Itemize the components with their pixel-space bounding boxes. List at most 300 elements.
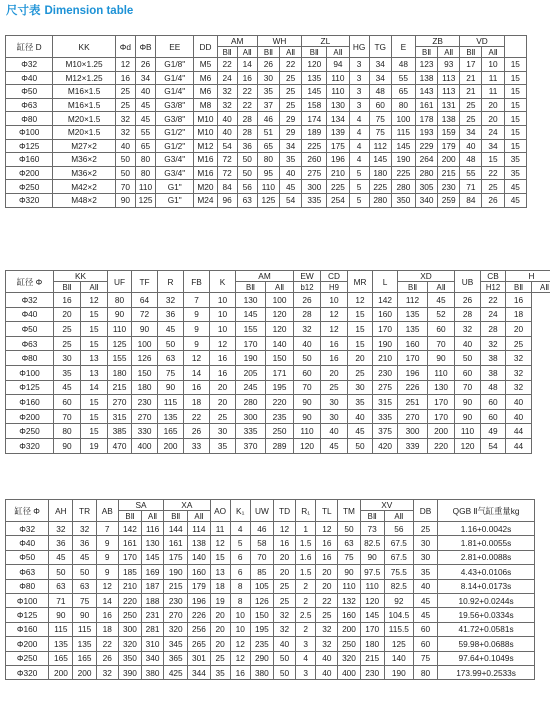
table-cell: 75 <box>158 365 184 380</box>
table-cell: 90 <box>54 438 81 453</box>
table-cell: 34 <box>135 71 155 85</box>
table-cell: 110 <box>428 365 455 380</box>
header-k: K <box>210 271 236 293</box>
table-cell: M48×2 <box>53 193 115 207</box>
table-cell: 110 <box>294 424 321 439</box>
table-cell: 73 <box>360 522 384 536</box>
table-cell: 67.5 <box>384 536 413 550</box>
table-cell: 37 <box>257 98 279 112</box>
table-cell: 32 <box>273 622 295 636</box>
table-cell: 40 <box>280 166 302 180</box>
header-bore: 缸径 Φ <box>6 500 49 522</box>
table-cell: 12 <box>230 651 250 665</box>
table-cell: 50 <box>237 166 257 180</box>
table-cell: 60 <box>413 637 437 651</box>
table-cell: 115 <box>73 622 96 636</box>
table-cell: 235 <box>266 409 294 424</box>
table-row <box>6 98 527 112</box>
table-cell: G1/8" <box>156 58 194 72</box>
table-cell: 65 <box>391 85 415 99</box>
table-cell: G1/4" <box>156 71 194 85</box>
table-cell: M24 <box>194 193 217 207</box>
subheader-cell: b12 <box>294 282 321 293</box>
table-cell: 3 <box>349 98 369 112</box>
table-cell: 60 <box>481 395 506 410</box>
table-cell: 145 <box>391 139 415 153</box>
table-cell: M16 <box>194 166 217 180</box>
table-cell: 270 <box>164 608 188 622</box>
table-cell: 320 <box>118 637 141 651</box>
table-cell: 63 <box>237 193 257 207</box>
table-cell: M6 <box>194 85 217 99</box>
table-row <box>6 395 550 410</box>
table-cell: 75 <box>73 593 96 607</box>
header-tf: TF <box>132 271 158 293</box>
table-cell: 18 <box>210 579 230 593</box>
table-cell: 259 <box>438 193 460 207</box>
table-cell: 40 <box>348 409 373 424</box>
table-cell: 55 <box>135 125 155 139</box>
table-cell: 135 <box>302 71 327 85</box>
table-cell: 230 <box>164 593 188 607</box>
subheader-cell: AⅡ <box>237 47 257 58</box>
table-cell: 52 <box>428 307 455 322</box>
table-cell: M16×1.5 <box>53 98 115 112</box>
table-cell: 40 <box>460 139 482 153</box>
row-label: Φ50 <box>6 322 54 337</box>
table-cell: 20 <box>210 608 230 622</box>
table-cell: 75 <box>338 550 360 564</box>
table-cell: 34 <box>460 125 482 139</box>
table-cell: 64 <box>132 293 158 308</box>
table-cell: 120 <box>294 438 321 453</box>
table-cell: 84 <box>217 180 237 194</box>
row-label: Φ200 <box>6 637 49 651</box>
table-cell: 70 <box>250 550 273 564</box>
table-cell: 110 <box>455 424 481 439</box>
table-cell: 120 <box>360 593 384 607</box>
table-cell: M20 <box>194 180 217 194</box>
table-cell: G1/2" <box>156 139 194 153</box>
table-cell: 35 <box>54 365 81 380</box>
table-cell: 1.16+0.0042s <box>438 522 535 536</box>
table-cell: 10 <box>210 322 236 337</box>
table-row <box>6 637 535 651</box>
table-cell: 15 <box>348 322 373 337</box>
table-cell: 28 <box>455 307 481 322</box>
table-cell: 15 <box>210 550 230 564</box>
table-cell: 4 <box>296 651 316 665</box>
table-cell: 90 <box>49 608 73 622</box>
table-row <box>6 665 535 679</box>
table-cell: 30 <box>348 380 373 395</box>
table-cell: 190 <box>391 153 415 167</box>
table-cell: 280 <box>415 166 437 180</box>
table-cell: 80 <box>391 98 415 112</box>
table-cell: 40 <box>273 637 295 651</box>
table-cell: 25 <box>321 380 348 395</box>
header-xa: XA <box>164 500 210 511</box>
subheader-cell: BⅡ <box>302 47 327 58</box>
header-cd: CD <box>321 271 348 282</box>
table-cell: 125 <box>384 637 413 651</box>
table-cell: 12 <box>230 637 250 651</box>
table-cell: 94 <box>327 58 349 72</box>
table-cell: 63 <box>338 536 360 550</box>
table-cell: 226 <box>188 608 210 622</box>
table-cell: 30 <box>321 395 348 410</box>
table-cell: 19 <box>81 438 108 453</box>
table-cell: 90 <box>108 307 132 322</box>
table-cell: 28 <box>294 307 321 322</box>
table-cell: M6 <box>194 71 217 85</box>
header-blank <box>504 36 526 58</box>
table-cell: 90 <box>73 608 96 622</box>
table-cell: 339 <box>398 438 428 453</box>
table-cell: 22 <box>237 98 257 112</box>
table-cell: 16 <box>210 351 236 366</box>
table-cell: 200 <box>73 665 96 679</box>
table-body <box>6 293 550 454</box>
table-cell: 15 <box>504 85 526 99</box>
table-cell: 320 <box>338 651 360 665</box>
table-cell: 5 <box>349 166 369 180</box>
table-cell: 35 <box>413 565 437 579</box>
table-cell: 169 <box>141 565 163 579</box>
table-cell: 420 <box>373 438 398 453</box>
table-cell: 36 <box>158 307 184 322</box>
table-cell: 30 <box>54 351 81 366</box>
table-cell: 140 <box>188 550 210 564</box>
table-cell: 65 <box>257 139 279 153</box>
row-label: Φ63 <box>6 98 53 112</box>
table-cell: 225 <box>302 139 327 153</box>
table-cell: 54 <box>280 193 302 207</box>
table-cell: 2.81+0.0088s <box>438 550 535 564</box>
table-cell: 170 <box>373 322 398 337</box>
table-cell: 35 <box>210 665 230 679</box>
table-cell: 25 <box>210 651 230 665</box>
table-cell: 34 <box>280 139 302 153</box>
table-body <box>6 58 527 208</box>
table-cell: 215 <box>164 579 188 593</box>
table-cell: M12×1.25 <box>53 71 115 85</box>
table-cell: 70 <box>428 336 455 351</box>
subheader-cell: AⅡ <box>532 282 550 293</box>
table-cell: 26 <box>482 193 504 207</box>
table-cell: 160 <box>338 608 360 622</box>
table-cell: 8 <box>230 593 250 607</box>
table-cell: 60 <box>428 322 455 337</box>
table-cell: 35 <box>280 153 302 167</box>
table-cell: 230 <box>360 665 384 679</box>
table-cell: 80 <box>54 424 81 439</box>
header-h: H <box>506 271 550 282</box>
table-cell: 320 <box>164 622 188 636</box>
table-row <box>6 293 550 308</box>
header-uw: UW <box>250 500 273 522</box>
row-label: Φ80 <box>6 112 53 126</box>
table-cell: 90 <box>132 322 158 337</box>
subheader-cell: AⅡ <box>266 282 294 293</box>
table-cell: 26 <box>294 293 321 308</box>
table-cell: 340 <box>415 193 437 207</box>
table-cell: 18 <box>96 622 118 636</box>
table-cell: 15 <box>348 336 373 351</box>
table-cell: 5 <box>349 180 369 194</box>
table-row <box>6 565 535 579</box>
table-cell: 15 <box>81 395 108 410</box>
table-cell: 130 <box>327 98 349 112</box>
header-dd: DD <box>194 36 217 58</box>
table-cell: 220 <box>428 438 455 453</box>
table-cell: M12 <box>194 139 217 153</box>
table-cell: 5 <box>230 536 250 550</box>
table-cell: G1" <box>156 193 194 207</box>
table-cell: 18 <box>506 307 532 322</box>
table-cell: 171 <box>266 365 294 380</box>
table-cell: 90 <box>294 409 321 424</box>
table-cell: 160 <box>188 565 210 579</box>
table-cell: 40 <box>506 395 532 410</box>
header-d: Φd <box>115 36 135 58</box>
table-cell: 20 <box>316 565 338 579</box>
table-cell: 16 <box>316 536 338 550</box>
table-cell: 231 <box>141 608 163 622</box>
table-cell: 59.98+0.0688s <box>438 637 535 651</box>
table-cell: 40 <box>316 665 338 679</box>
table-cell: 256 <box>188 622 210 636</box>
table-cell: 126 <box>132 351 158 366</box>
subheader-cell: BⅡ <box>415 47 437 58</box>
table-cell: 15 <box>81 336 108 351</box>
table-cell: 113 <box>438 71 460 85</box>
table-cell: 100 <box>266 293 294 308</box>
table-cell: 115 <box>391 125 415 139</box>
table-cell: 310 <box>141 637 163 651</box>
table-row <box>6 153 527 167</box>
header-ee: EE <box>156 36 194 58</box>
table-cell: 245 <box>236 380 266 395</box>
table-cell: 200 <box>158 438 184 453</box>
table-cell: 350 <box>118 651 141 665</box>
table-cell: 143 <box>415 85 437 99</box>
table-cell: 45 <box>504 193 526 207</box>
table-cell: 12 <box>273 522 295 536</box>
table-cell: 25 <box>482 180 504 194</box>
table-cell: 17 <box>460 58 482 72</box>
table-cell: 15 <box>81 409 108 424</box>
table-cell: 75 <box>413 651 437 665</box>
table-cell: 390 <box>118 665 141 679</box>
subheader-cell: BⅡ <box>54 282 81 293</box>
table-cell: 48 <box>460 153 482 167</box>
table-cell: 16 <box>184 380 210 395</box>
table-cell: 26 <box>455 293 481 308</box>
table-cell: 300 <box>118 622 141 636</box>
table-cell: 70 <box>115 180 135 194</box>
table-cell: 116 <box>141 522 163 536</box>
page-title-cn: 尺寸表 <box>6 5 41 17</box>
table-cell: 32 <box>158 293 184 308</box>
table-cell: 32 <box>294 322 321 337</box>
subheader-cell: BⅡ <box>506 282 532 293</box>
row-label: Φ160 <box>6 395 54 410</box>
table-cell: 32 <box>96 665 118 679</box>
header-mr: MR <box>348 271 373 293</box>
table-cell: 161 <box>415 98 437 112</box>
table-cell: 220 <box>118 593 141 607</box>
table-cell: 130 <box>141 536 163 550</box>
table-cell: G1/2" <box>156 125 194 139</box>
header-tm: TM <box>338 500 360 522</box>
table-cell: 15 <box>81 424 108 439</box>
table-cell: 195 <box>266 380 294 395</box>
subheader-cell: AⅡ <box>188 511 210 522</box>
table-cell: 115 <box>49 622 73 636</box>
table-cell: 90 <box>294 395 321 410</box>
table-cell: 220 <box>266 395 294 410</box>
table-cell: 10.92+0.0244s <box>438 593 535 607</box>
table-cell: 160 <box>373 307 398 322</box>
table-cell: 35 <box>257 85 279 99</box>
row-label: Φ50 <box>6 550 49 564</box>
row-label: Φ50 <box>6 85 53 99</box>
table-row <box>6 424 550 439</box>
table-cell: 80 <box>413 665 437 679</box>
table-cell: 205 <box>236 365 266 380</box>
page-title <box>6 2 133 18</box>
table-cell: 170 <box>428 395 455 410</box>
table-cell: 50 <box>73 565 96 579</box>
table-cell: 289 <box>266 438 294 453</box>
table-cell: 175 <box>327 139 349 153</box>
table-cell: 229 <box>415 139 437 153</box>
table-cell: 126 <box>250 593 273 607</box>
table-cell: 3 <box>349 85 369 99</box>
table-cell: 110 <box>327 85 349 99</box>
table-cell: 25 <box>280 71 302 85</box>
table-cell: 425 <box>164 665 188 679</box>
table-cell: 60 <box>413 622 437 636</box>
table-cell: 45 <box>158 322 184 337</box>
table-cell: 49 <box>481 424 506 439</box>
table-cell: 173.99+0.2533s <box>438 665 535 679</box>
table-cell: 150 <box>132 365 158 380</box>
table-cell: 25 <box>210 409 236 424</box>
table-cell: 200 <box>49 665 73 679</box>
row-label: Φ125 <box>6 608 49 622</box>
table-cell: 44 <box>506 424 532 439</box>
table-cell: 16 <box>54 293 81 308</box>
table-cell: 75 <box>369 125 391 139</box>
table-cell: 40 <box>506 409 532 424</box>
table-cell: 226 <box>398 380 428 395</box>
table-cell: 93 <box>438 58 460 72</box>
table-cell: 13 <box>210 565 230 579</box>
table-cell: 1 <box>296 522 316 536</box>
table-cell: 40 <box>413 579 437 593</box>
table-cell: 67.5 <box>384 550 413 564</box>
table-cell: 114 <box>188 522 210 536</box>
header-vd: VD <box>460 36 504 47</box>
table-cell: 41.72+0.0581s <box>438 622 535 636</box>
row-label: Φ100 <box>6 365 54 380</box>
table-cell: 180 <box>132 380 158 395</box>
table-cell: 215 <box>360 651 384 665</box>
table-cell: 26 <box>257 58 279 72</box>
table-cell: 44 <box>506 438 532 453</box>
table-cell: 45 <box>428 293 455 308</box>
table-cell: 131 <box>438 98 460 112</box>
table-cell: 10 <box>482 58 504 72</box>
table-row <box>6 522 535 536</box>
table-cell: 75.5 <box>384 565 413 579</box>
table-cell: 210 <box>373 351 398 366</box>
table-cell: 50 <box>237 153 257 167</box>
table-cell: 4 <box>349 139 369 153</box>
header-ah: AH <box>49 500 73 522</box>
table-cell: 9 <box>184 336 210 351</box>
table-row <box>6 71 527 85</box>
table-cell: 16 <box>237 71 257 85</box>
page-title-en: Dimension table <box>44 5 134 17</box>
table-cell: 80 <box>108 293 132 308</box>
table-cell: 196 <box>327 153 349 167</box>
table-cell: 110 <box>135 180 155 194</box>
table-cell: 20 <box>348 351 373 366</box>
table-cell: 97.64+0.1049s <box>438 651 535 665</box>
table-cell: 3 <box>349 58 369 72</box>
table-cell: 1.5 <box>296 536 316 550</box>
table-cell: 280 <box>391 180 415 194</box>
table-cell: 375 <box>373 424 398 439</box>
table-row <box>6 622 535 636</box>
table-cell: 215 <box>108 380 132 395</box>
subheader-cell: H9 <box>321 282 348 293</box>
table-cell: M27×2 <box>53 139 115 153</box>
table-cell: 4 <box>349 112 369 126</box>
table-cell: 265 <box>188 637 210 651</box>
table-cell: 139 <box>327 125 349 139</box>
table-cell: 25 <box>316 608 338 622</box>
table-cell: 28 <box>237 112 257 126</box>
table-cell: 12 <box>321 322 348 337</box>
table-cell: 250 <box>338 637 360 651</box>
table-cell: 370 <box>236 438 266 453</box>
table-cell: 75 <box>369 112 391 126</box>
table-cell: 16 <box>321 336 348 351</box>
table-cell: 28 <box>237 125 257 139</box>
table-cell: M10×1.25 <box>53 58 115 72</box>
table-row <box>6 58 527 72</box>
table-cell: 26 <box>184 424 210 439</box>
table-cell: 8 <box>230 579 250 593</box>
table-cell: 20 <box>273 565 295 579</box>
table-cell: 130 <box>428 380 455 395</box>
table-cell: 2 <box>296 622 316 636</box>
table-cell: 2 <box>296 593 316 607</box>
table-cell: 7 <box>184 293 210 308</box>
table-cell: 1.6 <box>296 550 316 564</box>
table-cell: 22 <box>482 166 504 180</box>
table-cell: 45 <box>54 380 81 395</box>
table-cell: 18 <box>184 395 210 410</box>
header-cb: CB <box>481 271 506 282</box>
table-cell: 12 <box>96 579 118 593</box>
table-cell: 100 <box>391 112 415 126</box>
table-cell: 54 <box>217 139 237 153</box>
